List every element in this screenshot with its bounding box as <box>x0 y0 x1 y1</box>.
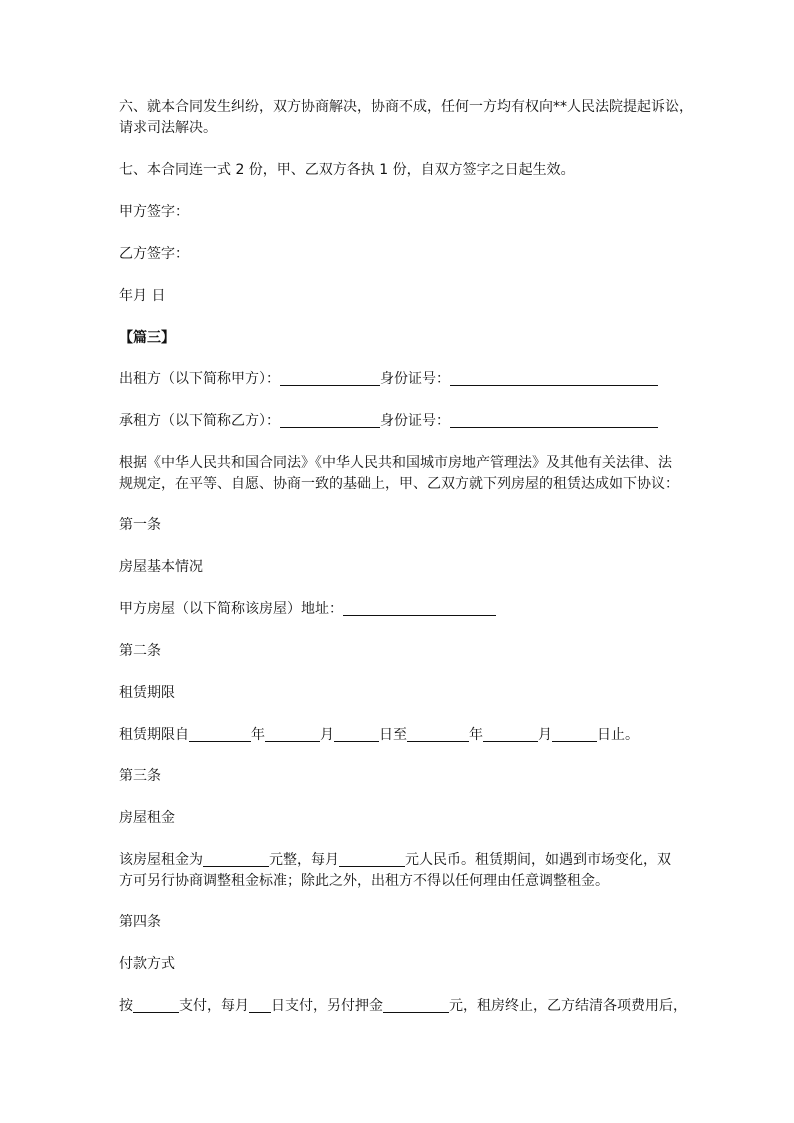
clause-6-line-2: 请求司法解决。 <box>119 120 217 136</box>
article-2-heading: 租赁期限 <box>119 685 175 701</box>
lease-term-from-label: 租赁期限自 <box>119 727 189 743</box>
party-a-signature-label: 甲方签字： <box>119 204 189 220</box>
article-4-heading: 付款方式 <box>119 956 175 972</box>
clause-7: 七、本合同连一式 2 份，甲、乙双方各执 1 份，自双方签字之日起生效。 <box>119 162 575 178</box>
preamble-line-2: 规规定，在平等、自愿、协商一致的基础上，甲、乙双方就下列房屋的租赁达成如下协议： <box>119 476 679 492</box>
article-2-title: 第二条 <box>119 643 161 659</box>
end-day-label: 日止。 <box>597 727 639 743</box>
end-day-blank <box>552 726 597 742</box>
start-month-blank <box>265 726 320 742</box>
lessor-id-blank <box>450 370 658 386</box>
address-line <box>119 599 496 620</box>
article-3-heading: 房屋租金 <box>119 810 175 826</box>
article-4-title: 第四条 <box>119 914 161 930</box>
end-year-blank <box>407 726 469 742</box>
clause-6-line-1: 六、就本合同发生纠纷，双方协商解决，协商不成，任何一方均有权向**人民法院提起诉讼， <box>119 99 693 115</box>
start-year-blank <box>189 726 251 742</box>
start-month-label: 月 <box>320 727 334 743</box>
end-month-label: 月 <box>538 727 552 743</box>
article-3-title: 第三条 <box>119 768 161 784</box>
start-year-label: 年 <box>251 727 265 743</box>
article-1-title: 第一条 <box>119 517 161 533</box>
rent-line-1-tail: 元人民币。租赁期间，如遇到市场变化，双 <box>405 852 671 868</box>
lessee-label: 承租方（以下简称乙方）： <box>119 413 280 429</box>
rent-monthly-label: 元整，每月 <box>269 852 339 868</box>
preamble-line-1: 根据《中华人民共和国合同法》《中华人民共和国城市房地产管理法》及其他有关法律、法 <box>119 455 672 471</box>
lessee-id-label: 身份证号： <box>380 413 450 429</box>
section-title: 【篇三】 <box>119 330 175 346</box>
lessee-id-blank <box>450 412 658 428</box>
article-1-heading: 房屋基本情况 <box>119 559 203 575</box>
lease-term-line <box>119 725 639 746</box>
lessor-name-blank <box>280 370 380 386</box>
end-year-label: 年 <box>469 727 483 743</box>
payment-period-blank <box>133 997 179 1013</box>
payment-day-blank <box>249 997 271 1013</box>
rent-line-1 <box>119 850 671 871</box>
address-blank <box>343 600 496 616</box>
end-month-blank <box>483 726 538 742</box>
rent-monthly-blank <box>339 851 405 867</box>
payment-line-tail: 元，租房终止，乙方结清各项费用后， <box>449 998 687 1014</box>
rent-total-blank <box>203 851 269 867</box>
lessor-label: 出租方（以下简称甲方）： <box>119 371 280 387</box>
start-day-blank <box>334 726 379 742</box>
party-b-signature-label: 乙方签字： <box>119 246 189 262</box>
rent-line-2: 方可另行协商调整租金标准；除此之外，出租方不得以任何理由任意调整租金。 <box>119 873 609 889</box>
deposit-blank <box>383 997 449 1013</box>
lessor-id-label: 身份证号： <box>380 371 450 387</box>
deposit-label: 日支付，另付押金 <box>271 998 383 1014</box>
rent-total-label: 该房屋租金为 <box>119 852 203 868</box>
payment-monthly-label: 支付，每月 <box>179 998 249 1014</box>
payment-line <box>119 996 687 1017</box>
start-day-to-label: 日至 <box>379 727 407 743</box>
address-label: 甲方房屋（以下简称该房屋）地址： <box>119 601 343 617</box>
lessor-line <box>119 369 658 390</box>
lessee-name-blank <box>280 412 380 428</box>
date-line: 年月 日 <box>119 288 166 304</box>
payment-by-label: 按 <box>119 998 133 1014</box>
lessee-line <box>119 411 658 432</box>
